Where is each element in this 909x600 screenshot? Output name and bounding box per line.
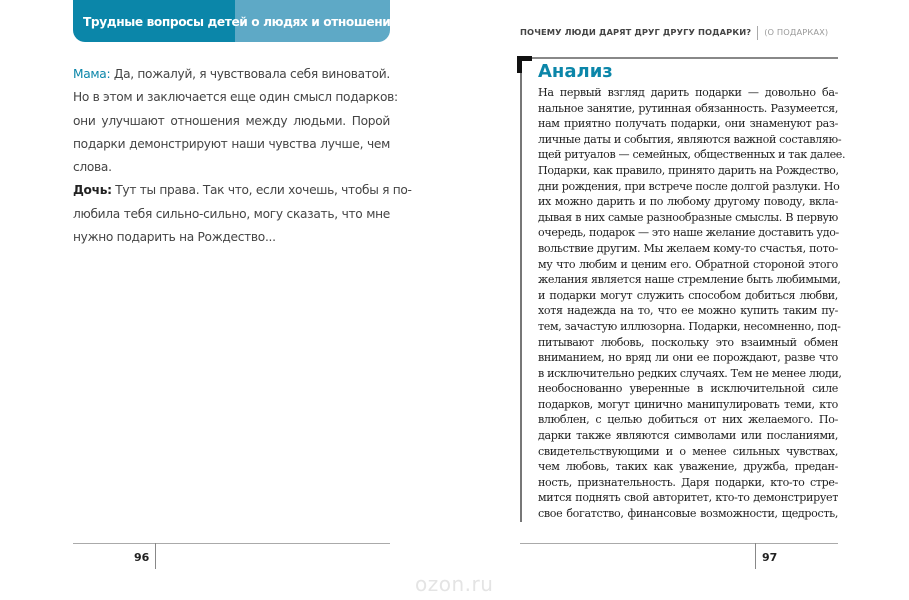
dialogue-line (73, 133, 390, 156)
dialogue-line (73, 203, 390, 226)
analysis-line: щей ритуалов — семейных, общественных и так далее. (538, 148, 846, 162)
dialogue-text: они улучшают отношения между людьми. Порой (73, 113, 390, 128)
analysis-line: подарков, могут цинично манипулировать теми, кто (538, 397, 838, 411)
analysis-line: влюблен, с целью добиться от них желаемого. По- (538, 413, 838, 427)
analysis-line: дни рождения, при встрече после долгой разлуки. Но (538, 179, 840, 193)
analysis-line: в исключительно редких случаях. Тем не менее люди, (538, 366, 842, 380)
analysis-line: вниманием, но вряд ли они ее порождают, разве что (538, 351, 838, 365)
running-head-divider (757, 26, 758, 40)
analysis-line: вольствие другим. Мы желаем кому-то счастья, пото- (538, 241, 838, 255)
running-head-title: ПОЧЕМУ ЛЮДИ ДАРЯТ ДРУГ ДРУГУ ПОДАРКИ? (520, 27, 752, 37)
corner-bracket-mark-vertical (517, 56, 522, 73)
analysis-line: хотя надежда на то, что ее можно купить таким пу- (538, 304, 838, 318)
footer-divider-left (155, 543, 156, 569)
dialogue-text: любила тебя сильно-сильно, могу сказать, что мне (73, 206, 390, 221)
analysis-line: очередь, подарок — это наше желание доставить удо- (538, 226, 839, 240)
analysis-line: чем любовь, таких как уважение, дружба, предан- (538, 460, 838, 474)
dialogue-line (73, 156, 390, 179)
dialogue-text: подарки демонстрируют наши чувства лучше, чем (73, 136, 390, 151)
analysis-line: тем, зачастую иллюзорна. Подарки, несомненно, под- (538, 319, 841, 333)
dialogue-line (73, 110, 390, 133)
analysis-line: личные даты и события, являются важной составляю- (538, 132, 842, 146)
analysis-line: желания является наше стремление быть любимыми, (538, 273, 841, 287)
dialogue (73, 63, 412, 249)
analysis-line: их можно дарить и по любому другому поводу, вкла- (538, 195, 838, 209)
analysis-line: ность, признательность. Даря подарки, кто-то стре- (538, 475, 838, 489)
analysis-line: необоснованно уверенные в исключительной силе (538, 382, 838, 396)
analysis-line: свое богатство, финансовые возможности, щедрость, (538, 507, 838, 521)
dialogue-line (73, 86, 398, 109)
dialogue-text: слова. (73, 160, 112, 175)
dialogue-line (73, 179, 412, 202)
analysis-line: На первый взгляд дарить подарки — довольно ба- (538, 86, 838, 99)
book-title-header: Трудные вопросы детей о людях и отношениях (83, 15, 406, 29)
dialogue-text: Тут ты права. Так что, если хочешь, чтобы я по- (115, 183, 412, 198)
dialogue-text: Да, пожалуй, я чувствовала себя виноватой. (113, 67, 391, 81)
speaker-label: Мама: (73, 67, 111, 81)
analysis-line: дывая в них самые разнообразные смыслы. В первую (538, 210, 838, 224)
analysis-line: свидетельствующими и о менее сильных чувствах, (538, 444, 838, 458)
page-number-right: 97 (762, 551, 778, 564)
analysis-line: Подарки, как правило, принято дарить на Рождество, (538, 163, 839, 177)
analysis-line: питывают любовь, поскольку это взаимный обмен (538, 335, 838, 349)
ozon-watermark: ozon.ru (415, 572, 494, 596)
analysis-line: нальное занятие, рутинная обязанность. Разумеется, (538, 101, 838, 115)
dialogue-line (73, 63, 390, 86)
analysis-line: дарки также являются символами или посланиями, (538, 429, 838, 443)
analysis-line: и подарки могут служить способом добиться любви, (538, 288, 838, 302)
analysis-line: нам приятно получать подарки, они знаменуют раз- (538, 117, 838, 131)
analysis-box-left-rule (520, 57, 522, 522)
dialogue-text: Но в этом и заключается еще один смысл подарков: (73, 90, 398, 105)
dialogue-text: нужно подарить на Рождество... (73, 230, 276, 245)
running-head (520, 24, 828, 40)
page-number-left: 96 (134, 551, 150, 564)
analysis-line: мится поднять свой авторитет, кто-то демонстрирует (538, 491, 838, 505)
analysis-box-top-rule (520, 57, 838, 59)
footer-rule-right (520, 543, 838, 544)
speaker-label: Дочь: (73, 183, 112, 198)
analysis-body (538, 85, 846, 522)
analysis-line: му что любим и ценим его. Обратной стороной этого (538, 257, 838, 271)
analysis-title: Анализ (538, 61, 613, 82)
footer-divider-right (755, 543, 756, 569)
dialogue-line (73, 226, 390, 249)
running-head-section: (О ПОДАРКАХ) (764, 27, 829, 37)
footer-rule-left (73, 543, 390, 544)
